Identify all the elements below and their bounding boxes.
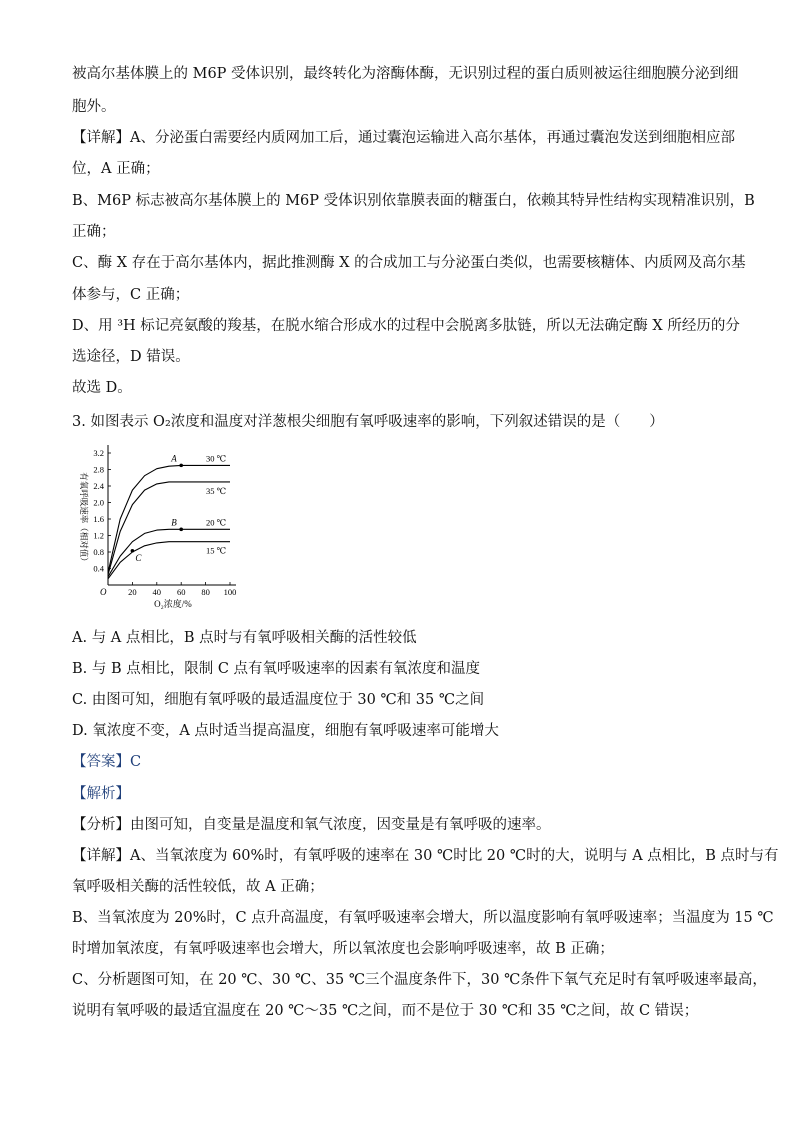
y-tick-label: 1.2: [93, 530, 104, 541]
series-label: 15 ℃: [206, 545, 227, 556]
analysis-title: 【解析】: [72, 786, 130, 802]
point-marker: [179, 464, 183, 468]
point-marker: [179, 528, 183, 532]
y-tick-label: 2.4: [93, 481, 104, 491]
text-line-11: 故选 D。: [72, 380, 132, 396]
x-tick-label: 60: [176, 587, 186, 597]
analysis-line-3: 氧呼吸相关酶的活性较低，故 A 正确；: [72, 879, 324, 895]
text-line-2: 胞外。: [72, 99, 116, 115]
point-label: B: [171, 517, 177, 528]
answer-label: 【答案】C: [72, 754, 142, 770]
y-tick-label: 1.6: [93, 514, 104, 524]
text-line-4: 位，A 正确；: [72, 161, 160, 177]
y-tick-label: 2.8: [93, 464, 104, 475]
option-3: C. 由图可知，细胞有氧呼吸的最适温度位于 30 ℃和 35 ℃之间: [72, 692, 485, 708]
text-line-10: 选途径，D 错误。: [72, 349, 190, 365]
analysis-line-1: 【分析】由图可知，自变量是温度和氧气浓度，因变量是有氧呼吸的速率。: [72, 817, 551, 833]
x-tick-label: 40: [152, 587, 162, 597]
analysis-line-6: C、分析题图可知，在 20 ℃、30 ℃、35 ℃三个温度条件下，30 ℃条件下氧气充足时有氧呼吸速率最高，: [72, 972, 767, 988]
analysis-line-5: 时增加氧浓度，有氧呼吸速率也会增大，所以氧浓度也会影响呼吸速率，故 B 正确；: [72, 941, 614, 957]
y-tick-label: 2.0: [93, 497, 104, 508]
series-label: 30 ℃: [206, 453, 227, 464]
text-line-6: 正确；: [72, 224, 116, 240]
text-line-7: C、酶 X 存在于高尔基体内，据此推测酶 X 的合成加工与分泌蛋白类似，也需要核糖体、内质网及高尔基: [72, 255, 746, 271]
origin-label: O: [100, 587, 107, 597]
x-tick-label: 100: [223, 587, 237, 597]
series-label: 20 ℃: [206, 517, 227, 528]
text-line-8: 体参与，C 正确；: [72, 287, 190, 303]
text-line-3: 【详解】A、分泌蛋白需要经内质网加工后，通过囊泡运输进入高尔基体，再通过囊泡发送到细胞相应部: [72, 130, 735, 146]
analysis-line-2: 【详解】A、当氧浓度为 60%时，有氧呼吸的速率在 30 ℃时比 20 ℃时的大，说明与 A 点相比，B 点时与有: [72, 848, 779, 864]
respiration-chart: [70, 440, 260, 615]
y-tick-label: 0.4: [93, 563, 104, 574]
question-stem: 3. 如图表示 O₂浓度和温度对洋葱根尖细胞有氧呼吸速率的影响，下列叙述错误的是（ ）: [72, 414, 664, 430]
x-tick-label: 20: [128, 587, 137, 597]
text-line-1: 被高尔基体膜上的 M6P 受体识别，最终转化为溶酶体酶，无识别过程的蛋白质则被运往细胞膜分泌到细: [72, 66, 739, 82]
text-line-5: B、M6P 标志被高尔基体膜上的 M6P 受体识别依靠膜表面的糖蛋白，依赖其特异性结构实现精准识别，B: [72, 193, 755, 209]
point-label: A: [171, 453, 177, 464]
x-tick-label: 80: [201, 587, 210, 597]
x-axis-label: O₂浓度/%: [154, 599, 192, 609]
analysis-line-4: B、当氧浓度为 20%时，C 点升高温度，有氧呼吸速率会增大，所以温度影响有氧呼吸速率；当温度为 15 ℃: [72, 910, 774, 926]
option-2: B. 与 B 点相比，限制 C 点有氧呼吸速率的因素有氧浓度和温度: [72, 661, 481, 677]
y-tick-label: 0.8: [93, 547, 104, 557]
text-line-9: D、用 ³H 标记亮氨酸的羧基，在脱水缩合形成水的过程中会脱离多肽链，所以无法确定酶 X 所经历的分: [72, 318, 740, 334]
y-axis-label: 有氧呼吸速率（相对值）: [79, 472, 89, 566]
option-4: D. 氧浓度不变，A 点时适当提高温度，细胞有氧呼吸速率可能增大: [72, 723, 499, 739]
option-1: A. 与 A 点相比，B 点时与有氧呼吸相关酶的活性较低: [72, 630, 417, 646]
point-label: C: [135, 552, 142, 563]
point-marker: [131, 549, 135, 553]
series-label: 35 ℃: [206, 485, 227, 496]
analysis-line-7: 说明有氧呼吸的最适宜温度在 20 ℃～35 ℃之间，而不是位于 30 ℃和 35 ℃之间，故 C 错误；: [72, 1003, 699, 1019]
y-tick-label: 3.2: [93, 448, 104, 458]
